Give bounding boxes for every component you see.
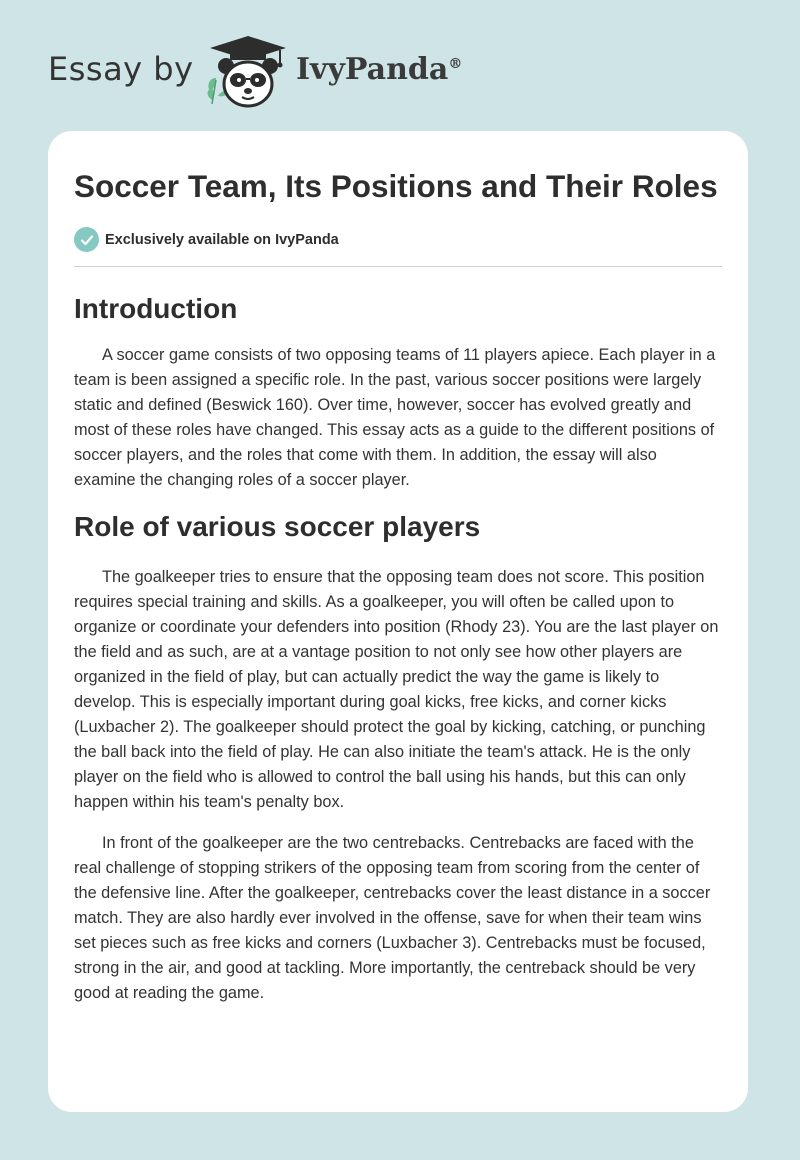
essay-card (48, 131, 748, 1112)
paragraph: In front of the goalkeeper are the two centrebacks. Centrebacks are faced with the real challenge of stopping strikers of the opposing team from scoring from the center of the defensive line. After the goalkeeper, centrebacks cover the least distance in a soccer match. They are also hardly ever involved in the offense, save for when their team wins set pieces such as free kicks and corners (Luxbacher 3). Centrebacks must be focused, strong in the air, and good at tackling. More importantly, the centreback should be very good at reading the game. (74, 834, 711, 1002)
paragraph: The goalkeeper tries to ensure that the opposing team does not score. This position requires special training and skills. As a goalkeeper, you will often be called upon to organize or coordinate your defenders into position (Rhody 23). You are the last player on the field and as such, are at a vantage position to not only see how other players are organized in the field of play, but can actually predict the way the game is likely to develop. This is especially important during goal kicks, free kicks, and corner kicks (Luxbacher 2). The goalkeeper should protect the goal by kicking, catching, or punching the ball back into the field of play. He can also initiate the team's attack. He is the only player on the field who is allowed to control the ball using his hands, but this can only happen within his team's penalty box. (74, 568, 719, 811)
section-heading-roles: Role of various soccer players (74, 511, 481, 542)
site-header (0, 0, 800, 130)
essay-by-label: Essay by (48, 50, 194, 88)
essay-title: Soccer Team, Its Positions and Their Roles (74, 168, 718, 204)
registered-mark: ® (448, 56, 463, 72)
checkmark-icon (74, 227, 99, 252)
exclusive-label: Exclusively available on IvyPanda (105, 231, 339, 248)
section-heading-introduction: Introduction (74, 293, 238, 324)
panda-logo-icon[interactable] (200, 34, 296, 110)
divider (74, 266, 722, 267)
exclusive-badge (74, 227, 722, 252)
paragraph: A soccer game consists of two opposing teams of 11 players apiece. Each player in a team is been assigned a specific role. In the past, various soccer positions were largely static and defined (Beswick 160). Over time, however, soccer has evolved greatly and most of these roles have changed. This essay acts as a guide to the different positions of soccer players, and the roles that come with them. In addition, the essay will also examine the changing roles of a soccer player. (74, 346, 716, 489)
brand-name[interactable]: IvyPanda® (296, 52, 463, 87)
